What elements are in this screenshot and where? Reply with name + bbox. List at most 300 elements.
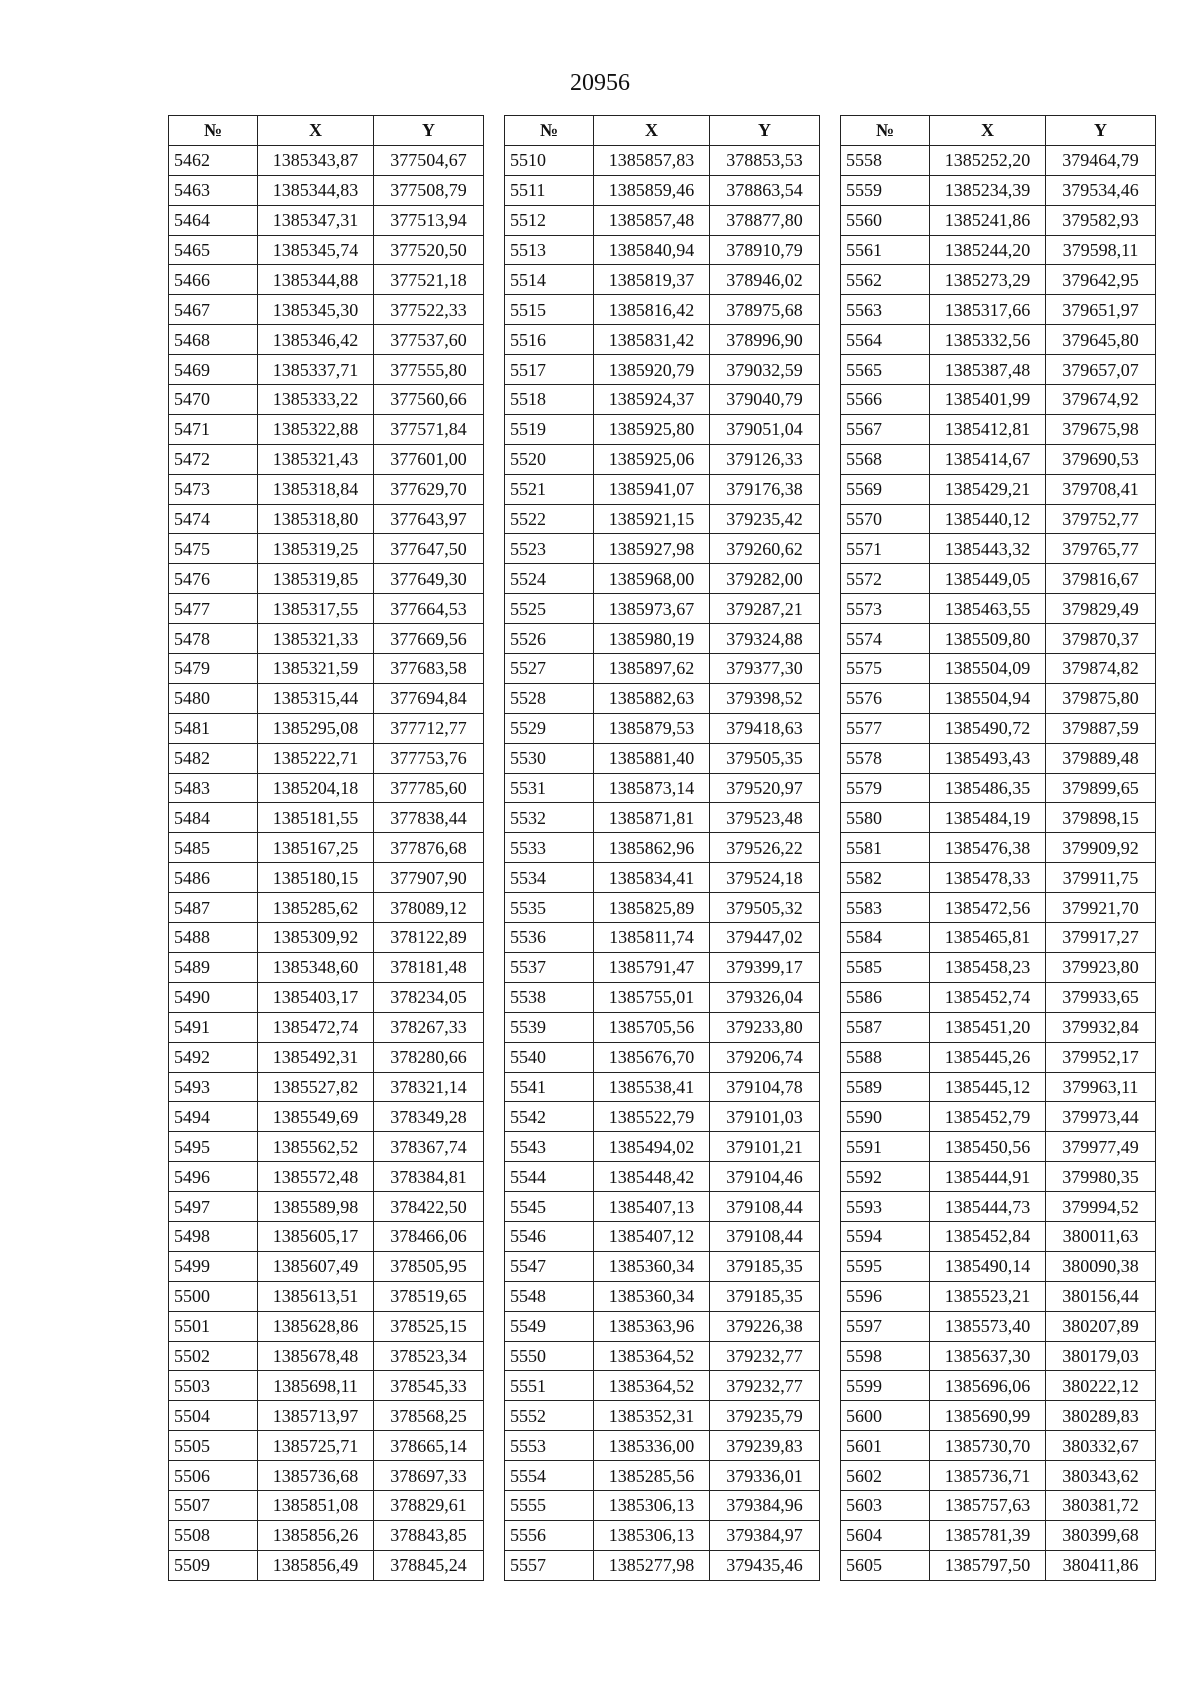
x-coordinate-cell: 1385857,83 xyxy=(594,145,710,175)
table-row xyxy=(841,803,1156,833)
point-number-cell: 5515 xyxy=(505,295,594,325)
y-coordinate-cell: 377649,30 xyxy=(374,564,484,594)
point-number-cell: 5462 xyxy=(169,145,258,175)
point-number-cell: 5514 xyxy=(505,265,594,295)
table-row xyxy=(169,1042,484,1072)
x-coordinate-cell: 1385871,81 xyxy=(594,803,710,833)
x-coordinate-cell: 1385343,87 xyxy=(258,145,374,175)
table-row xyxy=(505,1341,820,1371)
y-coordinate-cell: 379909,92 xyxy=(1046,833,1156,863)
y-coordinate-cell: 379051,04 xyxy=(710,414,820,444)
point-number-cell: 5605 xyxy=(841,1550,930,1580)
y-coordinate-cell: 379899,65 xyxy=(1046,773,1156,803)
point-number-cell: 5499 xyxy=(169,1251,258,1281)
y-coordinate-cell: 379752,77 xyxy=(1046,504,1156,534)
x-coordinate-cell: 1385925,06 xyxy=(594,444,710,474)
table-row xyxy=(841,265,1156,295)
table-row xyxy=(169,1281,484,1311)
y-coordinate-cell: 379933,65 xyxy=(1046,982,1156,1012)
point-number-cell: 5534 xyxy=(505,863,594,893)
x-coordinate-cell: 1385791,47 xyxy=(594,952,710,982)
y-coordinate-cell: 379874,82 xyxy=(1046,654,1156,684)
y-coordinate-cell: 377555,80 xyxy=(374,355,484,385)
y-coordinate-cell: 377571,84 xyxy=(374,414,484,444)
table-row xyxy=(841,1221,1156,1251)
y-coordinate-cell: 378321,14 xyxy=(374,1072,484,1102)
x-coordinate-cell: 1385440,12 xyxy=(930,504,1046,534)
y-coordinate-cell: 379520,97 xyxy=(710,773,820,803)
x-coordinate-cell: 1385414,67 xyxy=(930,444,1046,474)
x-coordinate-cell: 1385696,06 xyxy=(930,1371,1046,1401)
table-row xyxy=(169,923,484,953)
point-number-cell: 5497 xyxy=(169,1192,258,1222)
x-coordinate-cell: 1385167,25 xyxy=(258,833,374,863)
header-x: X xyxy=(594,116,710,146)
y-coordinate-cell: 379239,83 xyxy=(710,1431,820,1461)
y-coordinate-cell: 380207,89 xyxy=(1046,1311,1156,1341)
point-number-cell: 5588 xyxy=(841,1042,930,1072)
y-coordinate-cell: 379326,04 xyxy=(710,982,820,1012)
table-row xyxy=(169,355,484,385)
point-number-cell: 5568 xyxy=(841,444,930,474)
table-row xyxy=(169,1490,484,1520)
x-coordinate-cell: 1385444,91 xyxy=(930,1162,1046,1192)
y-coordinate-cell: 377508,79 xyxy=(374,175,484,205)
y-coordinate-cell: 380381,72 xyxy=(1046,1490,1156,1520)
y-coordinate-cell: 379963,11 xyxy=(1046,1072,1156,1102)
point-number-cell: 5545 xyxy=(505,1192,594,1222)
x-coordinate-cell: 1385831,42 xyxy=(594,325,710,355)
table-row xyxy=(505,534,820,564)
point-number-cell: 5566 xyxy=(841,385,930,415)
point-number-cell: 5561 xyxy=(841,235,930,265)
point-number-cell: 5519 xyxy=(505,414,594,444)
table-row xyxy=(505,1132,820,1162)
x-coordinate-cell: 1385295,08 xyxy=(258,713,374,743)
y-coordinate-cell: 379994,52 xyxy=(1046,1192,1156,1222)
y-coordinate-cell: 377629,70 xyxy=(374,474,484,504)
x-coordinate-cell: 1385705,56 xyxy=(594,1012,710,1042)
table-row xyxy=(505,1371,820,1401)
table-row xyxy=(505,1072,820,1102)
x-coordinate-cell: 1385851,08 xyxy=(258,1490,374,1520)
point-number-cell: 5517 xyxy=(505,355,594,385)
point-number-cell: 5598 xyxy=(841,1341,930,1371)
point-number-cell: 5522 xyxy=(505,504,594,534)
x-coordinate-cell: 1385347,31 xyxy=(258,205,374,235)
x-coordinate-cell: 1385755,01 xyxy=(594,982,710,1012)
table-row xyxy=(841,1102,1156,1132)
table-row xyxy=(505,504,820,534)
point-number-cell: 5500 xyxy=(169,1281,258,1311)
table-row xyxy=(505,325,820,355)
point-number-cell: 5531 xyxy=(505,773,594,803)
y-coordinate-cell: 377753,76 xyxy=(374,743,484,773)
x-coordinate-cell: 1385816,42 xyxy=(594,295,710,325)
point-number-cell: 5490 xyxy=(169,982,258,1012)
table-row xyxy=(169,743,484,773)
table-row xyxy=(505,713,820,743)
y-coordinate-cell: 379980,35 xyxy=(1046,1162,1156,1192)
y-coordinate-cell: 378568,25 xyxy=(374,1401,484,1431)
point-number-cell: 5503 xyxy=(169,1371,258,1401)
point-number-cell: 5593 xyxy=(841,1192,930,1222)
table-row xyxy=(505,145,820,175)
y-coordinate-cell: 378089,12 xyxy=(374,893,484,923)
point-number-cell: 5482 xyxy=(169,743,258,773)
x-coordinate-cell: 1385549,69 xyxy=(258,1102,374,1132)
point-number-cell: 5469 xyxy=(169,355,258,385)
table-row xyxy=(841,414,1156,444)
table-row xyxy=(505,1221,820,1251)
header-row xyxy=(841,116,1156,146)
x-coordinate-cell: 1385345,30 xyxy=(258,295,374,325)
y-coordinate-cell: 378829,61 xyxy=(374,1490,484,1520)
header-num: № xyxy=(169,116,258,146)
table-row xyxy=(841,773,1156,803)
table-row xyxy=(841,683,1156,713)
point-number-cell: 5507 xyxy=(169,1490,258,1520)
table-row xyxy=(505,773,820,803)
table-row xyxy=(169,1550,484,1580)
y-coordinate-cell: 379829,49 xyxy=(1046,594,1156,624)
y-coordinate-cell: 379977,49 xyxy=(1046,1132,1156,1162)
point-number-cell: 5491 xyxy=(169,1012,258,1042)
y-coordinate-cell: 377537,60 xyxy=(374,325,484,355)
y-coordinate-cell: 379674,92 xyxy=(1046,385,1156,415)
point-number-cell: 5565 xyxy=(841,355,930,385)
x-coordinate-cell: 1385730,70 xyxy=(930,1431,1046,1461)
table-body xyxy=(169,145,484,1580)
y-coordinate-cell: 379435,46 xyxy=(710,1550,820,1580)
table-row xyxy=(505,295,820,325)
table-row xyxy=(841,594,1156,624)
x-coordinate-cell: 1385401,99 xyxy=(930,385,1046,415)
y-coordinate-cell: 378845,24 xyxy=(374,1550,484,1580)
y-coordinate-cell: 377785,60 xyxy=(374,773,484,803)
y-coordinate-cell: 379523,48 xyxy=(710,803,820,833)
point-number-cell: 5478 xyxy=(169,624,258,654)
x-coordinate-cell: 1385458,23 xyxy=(930,952,1046,982)
x-coordinate-cell: 1385252,20 xyxy=(930,145,1046,175)
point-number-cell: 5516 xyxy=(505,325,594,355)
table-row xyxy=(841,385,1156,415)
y-coordinate-cell: 377876,68 xyxy=(374,833,484,863)
x-coordinate-cell: 1385819,37 xyxy=(594,265,710,295)
table-row xyxy=(169,833,484,863)
table-row xyxy=(169,564,484,594)
point-number-cell: 5501 xyxy=(169,1311,258,1341)
y-coordinate-cell: 378946,02 xyxy=(710,265,820,295)
y-coordinate-cell: 380156,44 xyxy=(1046,1281,1156,1311)
y-coordinate-cell: 379524,18 xyxy=(710,863,820,893)
point-number-cell: 5530 xyxy=(505,743,594,773)
point-number-cell: 5508 xyxy=(169,1520,258,1550)
table-row xyxy=(169,1311,484,1341)
x-coordinate-cell: 1385360,34 xyxy=(594,1281,710,1311)
table-row xyxy=(841,893,1156,923)
y-coordinate-cell: 379505,35 xyxy=(710,743,820,773)
x-coordinate-cell: 1385241,86 xyxy=(930,205,1046,235)
point-number-cell: 5544 xyxy=(505,1162,594,1192)
y-coordinate-cell: 379898,15 xyxy=(1046,803,1156,833)
header-x: X xyxy=(930,116,1046,146)
x-coordinate-cell: 1385834,41 xyxy=(594,863,710,893)
y-coordinate-cell: 378996,90 xyxy=(710,325,820,355)
table-row xyxy=(841,1401,1156,1431)
point-number-cell: 5521 xyxy=(505,474,594,504)
x-coordinate-cell: 1385337,71 xyxy=(258,355,374,385)
table-row xyxy=(169,1102,484,1132)
x-coordinate-cell: 1385628,86 xyxy=(258,1311,374,1341)
x-coordinate-cell: 1385321,59 xyxy=(258,654,374,684)
y-coordinate-cell: 379642,95 xyxy=(1046,265,1156,295)
point-number-cell: 5557 xyxy=(505,1550,594,1580)
point-number-cell: 5496 xyxy=(169,1162,258,1192)
x-coordinate-cell: 1385573,40 xyxy=(930,1311,1046,1341)
y-coordinate-cell: 379708,41 xyxy=(1046,474,1156,504)
y-coordinate-cell: 378910,79 xyxy=(710,235,820,265)
table-row xyxy=(841,235,1156,265)
x-coordinate-cell: 1385444,73 xyxy=(930,1192,1046,1222)
table-row xyxy=(169,1192,484,1222)
y-coordinate-cell: 378367,74 xyxy=(374,1132,484,1162)
table-row xyxy=(505,1520,820,1550)
point-number-cell: 5463 xyxy=(169,175,258,205)
y-coordinate-cell: 379505,32 xyxy=(710,893,820,923)
x-coordinate-cell: 1385527,82 xyxy=(258,1072,374,1102)
table-row xyxy=(505,1311,820,1341)
y-coordinate-cell: 379104,46 xyxy=(710,1162,820,1192)
table-row xyxy=(169,265,484,295)
table-row xyxy=(841,325,1156,355)
table-row xyxy=(169,325,484,355)
table-row xyxy=(841,743,1156,773)
y-coordinate-cell: 378525,15 xyxy=(374,1311,484,1341)
table-row xyxy=(169,683,484,713)
x-coordinate-cell: 1385980,19 xyxy=(594,624,710,654)
point-number-cell: 5479 xyxy=(169,654,258,684)
x-coordinate-cell: 1385285,62 xyxy=(258,893,374,923)
y-coordinate-cell: 377521,18 xyxy=(374,265,484,295)
point-number-cell: 5547 xyxy=(505,1251,594,1281)
y-coordinate-cell: 377669,56 xyxy=(374,624,484,654)
table-row xyxy=(505,624,820,654)
y-coordinate-cell: 379464,79 xyxy=(1046,145,1156,175)
point-number-cell: 5486 xyxy=(169,863,258,893)
y-coordinate-cell: 379973,44 xyxy=(1046,1102,1156,1132)
table-row xyxy=(505,564,820,594)
table-row xyxy=(841,1311,1156,1341)
header-x: X xyxy=(258,116,374,146)
y-coordinate-cell: 379108,44 xyxy=(710,1221,820,1251)
x-coordinate-cell: 1385713,97 xyxy=(258,1401,374,1431)
y-coordinate-cell: 379108,44 xyxy=(710,1192,820,1222)
point-number-cell: 5584 xyxy=(841,923,930,953)
point-number-cell: 5543 xyxy=(505,1132,594,1162)
point-number-cell: 5551 xyxy=(505,1371,594,1401)
x-coordinate-cell: 1385840,94 xyxy=(594,235,710,265)
table-row xyxy=(841,504,1156,534)
y-coordinate-cell: 378853,53 xyxy=(710,145,820,175)
x-coordinate-cell: 1385465,81 xyxy=(930,923,1046,953)
y-coordinate-cell: 380090,38 xyxy=(1046,1251,1156,1281)
y-coordinate-cell: 379598,11 xyxy=(1046,235,1156,265)
point-number-cell: 5511 xyxy=(505,175,594,205)
point-number-cell: 5603 xyxy=(841,1490,930,1520)
x-coordinate-cell: 1385811,74 xyxy=(594,923,710,953)
x-coordinate-cell: 1385825,89 xyxy=(594,893,710,923)
table-row xyxy=(505,1461,820,1491)
y-coordinate-cell: 379282,00 xyxy=(710,564,820,594)
x-coordinate-cell: 1385317,66 xyxy=(930,295,1046,325)
x-coordinate-cell: 1385449,05 xyxy=(930,564,1046,594)
x-coordinate-cell: 1385690,99 xyxy=(930,1401,1046,1431)
table-body xyxy=(505,145,820,1580)
point-number-cell: 5541 xyxy=(505,1072,594,1102)
point-number-cell: 5513 xyxy=(505,235,594,265)
y-coordinate-cell: 377504,67 xyxy=(374,145,484,175)
x-coordinate-cell: 1385757,63 xyxy=(930,1490,1046,1520)
x-coordinate-cell: 1385348,60 xyxy=(258,952,374,982)
y-coordinate-cell: 377520,50 xyxy=(374,235,484,265)
y-coordinate-cell: 379336,01 xyxy=(710,1461,820,1491)
point-number-cell: 5528 xyxy=(505,683,594,713)
table-row xyxy=(841,1192,1156,1222)
point-number-cell: 5560 xyxy=(841,205,930,235)
y-coordinate-cell: 377560,66 xyxy=(374,385,484,415)
table-row xyxy=(841,205,1156,235)
point-number-cell: 5587 xyxy=(841,1012,930,1042)
table-row xyxy=(841,295,1156,325)
table-row xyxy=(169,385,484,415)
table-row xyxy=(505,803,820,833)
y-coordinate-cell: 379917,27 xyxy=(1046,923,1156,953)
y-coordinate-cell: 379126,33 xyxy=(710,444,820,474)
y-coordinate-cell: 379101,21 xyxy=(710,1132,820,1162)
x-coordinate-cell: 1385429,21 xyxy=(930,474,1046,504)
x-coordinate-cell: 1385450,56 xyxy=(930,1132,1046,1162)
point-number-cell: 5487 xyxy=(169,893,258,923)
table-row xyxy=(841,863,1156,893)
table-row xyxy=(841,1281,1156,1311)
point-number-cell: 5574 xyxy=(841,624,930,654)
y-coordinate-cell: 379932,84 xyxy=(1046,1012,1156,1042)
x-coordinate-cell: 1385523,21 xyxy=(930,1281,1046,1311)
y-coordinate-cell: 379765,77 xyxy=(1046,534,1156,564)
table-row xyxy=(169,1162,484,1192)
table-row xyxy=(505,952,820,982)
y-coordinate-cell: 380222,12 xyxy=(1046,1371,1156,1401)
point-number-cell: 5594 xyxy=(841,1221,930,1251)
x-coordinate-cell: 1385234,39 xyxy=(930,175,1046,205)
y-coordinate-cell: 377712,77 xyxy=(374,713,484,743)
x-coordinate-cell: 1385387,48 xyxy=(930,355,1046,385)
x-coordinate-cell: 1385403,17 xyxy=(258,982,374,1012)
table-row xyxy=(169,504,484,534)
x-coordinate-cell: 1385321,43 xyxy=(258,444,374,474)
point-number-cell: 5604 xyxy=(841,1520,930,1550)
y-coordinate-cell: 378181,48 xyxy=(374,952,484,982)
y-coordinate-cell: 379384,97 xyxy=(710,1520,820,1550)
point-number-cell: 5558 xyxy=(841,145,930,175)
point-number-cell: 5477 xyxy=(169,594,258,624)
y-coordinate-cell: 379870,37 xyxy=(1046,624,1156,654)
point-number-cell: 5494 xyxy=(169,1102,258,1132)
x-coordinate-cell: 1385344,83 xyxy=(258,175,374,205)
x-coordinate-cell: 1385493,43 xyxy=(930,743,1046,773)
x-coordinate-cell: 1385345,74 xyxy=(258,235,374,265)
x-coordinate-cell: 1385781,39 xyxy=(930,1520,1046,1550)
table-row xyxy=(169,295,484,325)
table-row xyxy=(505,1251,820,1281)
table-row xyxy=(169,952,484,982)
table-row xyxy=(841,1251,1156,1281)
table-row xyxy=(505,594,820,624)
point-number-cell: 5476 xyxy=(169,564,258,594)
point-number-cell: 5553 xyxy=(505,1431,594,1461)
table-row xyxy=(169,893,484,923)
coordinate-table xyxy=(168,115,484,1581)
table-row xyxy=(169,175,484,205)
x-coordinate-cell: 1385244,20 xyxy=(930,235,1046,265)
x-coordinate-cell: 1385589,98 xyxy=(258,1192,374,1222)
table-row xyxy=(841,534,1156,564)
y-coordinate-cell: 379875,80 xyxy=(1046,683,1156,713)
x-coordinate-cell: 1385637,30 xyxy=(930,1341,1046,1371)
point-number-cell: 5538 xyxy=(505,982,594,1012)
page-number: 20956 xyxy=(570,70,630,96)
y-coordinate-cell: 378843,85 xyxy=(374,1520,484,1550)
table-row xyxy=(505,1042,820,1072)
x-coordinate-cell: 1385490,72 xyxy=(930,713,1046,743)
point-number-cell: 5473 xyxy=(169,474,258,504)
x-coordinate-cell: 1385317,55 xyxy=(258,594,374,624)
y-coordinate-cell: 378975,68 xyxy=(710,295,820,325)
header-y: Y xyxy=(1046,116,1156,146)
x-coordinate-cell: 1385277,98 xyxy=(594,1550,710,1580)
point-number-cell: 5571 xyxy=(841,534,930,564)
y-coordinate-cell: 379260,62 xyxy=(710,534,820,564)
table-row xyxy=(505,1490,820,1520)
y-coordinate-cell: 378863,54 xyxy=(710,175,820,205)
table-row xyxy=(505,265,820,295)
table-row xyxy=(505,893,820,923)
point-number-cell: 5600 xyxy=(841,1401,930,1431)
table-row xyxy=(841,1042,1156,1072)
point-number-cell: 5498 xyxy=(169,1221,258,1251)
x-coordinate-cell: 1385332,56 xyxy=(930,325,1046,355)
x-coordinate-cell: 1385478,33 xyxy=(930,863,1046,893)
y-coordinate-cell: 379384,96 xyxy=(710,1490,820,1520)
x-coordinate-cell: 1385452,84 xyxy=(930,1221,1046,1251)
y-coordinate-cell: 378545,33 xyxy=(374,1371,484,1401)
x-coordinate-cell: 1385333,22 xyxy=(258,385,374,415)
y-coordinate-cell: 379816,67 xyxy=(1046,564,1156,594)
table-row xyxy=(169,1520,484,1550)
x-coordinate-cell: 1385452,79 xyxy=(930,1102,1046,1132)
table-row xyxy=(505,444,820,474)
point-number-cell: 5512 xyxy=(505,205,594,235)
y-coordinate-cell: 380411,86 xyxy=(1046,1550,1156,1580)
point-number-cell: 5483 xyxy=(169,773,258,803)
x-coordinate-cell: 1385412,81 xyxy=(930,414,1046,444)
x-coordinate-cell: 1385494,02 xyxy=(594,1132,710,1162)
x-coordinate-cell: 1385881,40 xyxy=(594,743,710,773)
point-number-cell: 5480 xyxy=(169,683,258,713)
point-number-cell: 5470 xyxy=(169,385,258,415)
table-body xyxy=(841,145,1156,1580)
